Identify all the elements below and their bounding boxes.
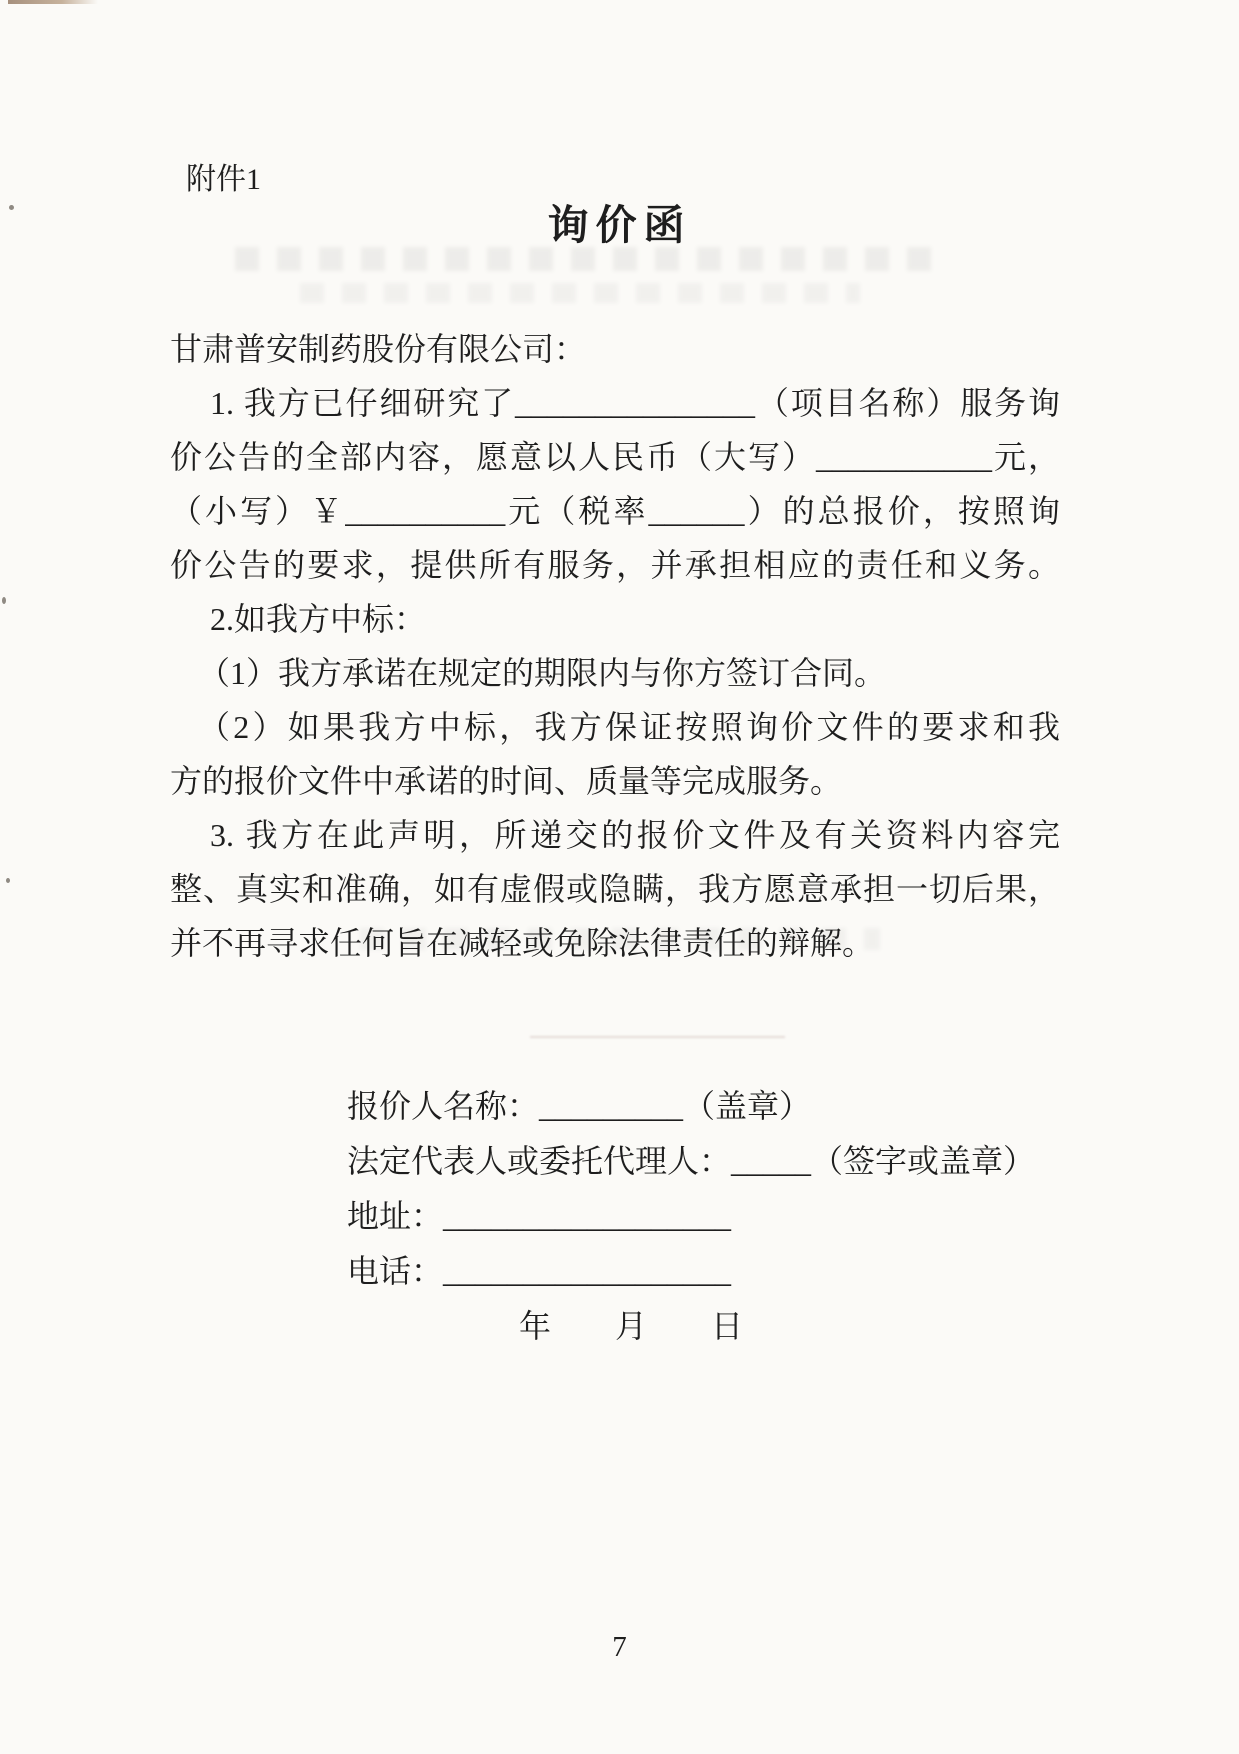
body-line: 方的报价文件中承诺的时间、质量等完成服务。 — [170, 763, 843, 799]
body-line: 整、真实和准确，如有虚假或隐瞒，我方愿意承担一切后果， — [170, 871, 1060, 907]
recipient-line: 甘肃普安制药股份有限公司： — [170, 331, 587, 367]
page-number: 7 — [612, 1631, 627, 1663]
body-line: 并不再寻求任何旨在减轻或免除法律责任的辩解。 — [170, 925, 875, 961]
body-paragraphs — [170, 376, 1060, 970]
scan-artifact-top-edge — [8, 0, 98, 4]
scan-speck — [6, 878, 10, 883]
bleed-through-ghost-text — [300, 283, 860, 303]
signature-line: 报价人名称：_________（盖章） — [347, 1088, 812, 1124]
body-line: 3. 我方在此声明，所递交的报价文件及有关资料内容完 — [210, 817, 1060, 853]
bleed-through-ghost-text — [235, 247, 935, 271]
signature-line: 电话：__________________ — [347, 1253, 732, 1289]
letter-body — [170, 322, 1060, 970]
scan-speck — [2, 597, 6, 604]
signature-line: 地址：__________________ — [347, 1198, 732, 1234]
body-line: （2）如果我方中标，我方保证按照询价文件的要求和我 — [198, 709, 1060, 745]
date-line: 年 月 日 — [519, 1308, 744, 1344]
document-title: 询价函 — [547, 202, 692, 248]
body-line: （1）我方承诺在规定的期限内与你方签订合同。 — [198, 655, 887, 691]
signature-line: 法定代表人或委托代理人：_____（签字或盖章） — [347, 1143, 1036, 1179]
signature-lines — [347, 1079, 1107, 1299]
body-line: 价公告的全部内容，愿意以人民币（大写）___________元， — [170, 439, 1060, 475]
signature-block — [347, 1079, 1107, 1354]
attachment-label: 附件1 — [186, 163, 261, 196]
body-line: 价公告的要求，提供所有服务，并承担相应的责任和义务。 — [170, 547, 1060, 583]
bleed-through-ghost-line — [530, 1036, 785, 1038]
body-line: 1. 我方已仔细研究了_______________（项目名称）服务询 — [210, 385, 1060, 421]
body-line: 2.如我方中标： — [210, 601, 427, 637]
body-line: （小写）￥__________元（税率______）的总报价，按照询 — [170, 493, 1060, 529]
